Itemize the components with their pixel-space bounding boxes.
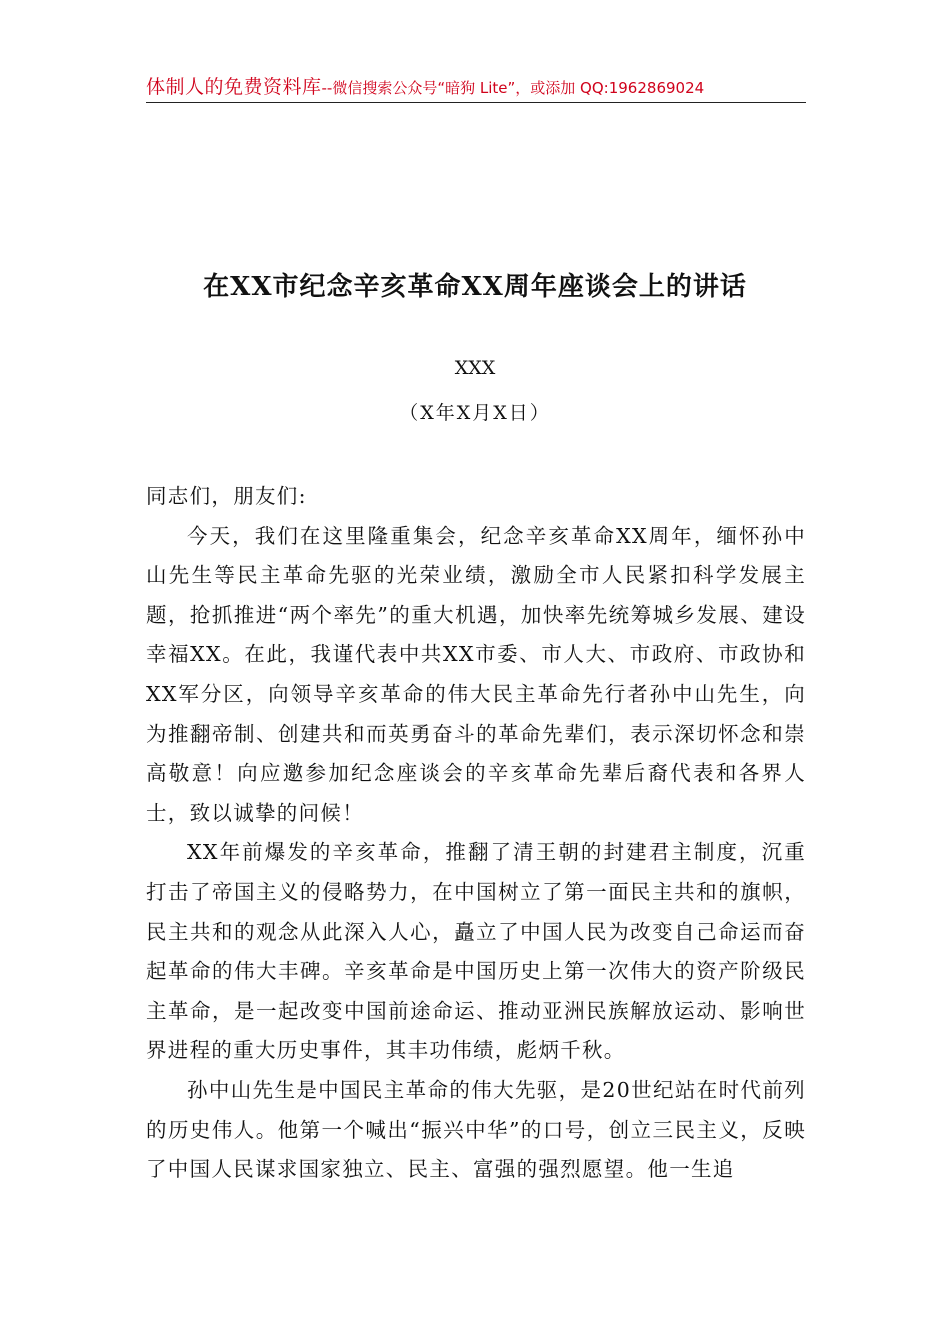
document-title: 在XX市纪念辛亥革命XX周年座谈会上的讲话 [203,272,747,302]
paragraph: XX年前爆发的辛亥革命，推翻了清王朝的封建君主制度，沉重打击了帝国主义的侵略势力，在中国树立了第一面民主共和的旗帜，民主共和的观念从此深入人心，矗立了中国人民为改变自己命运而奋起革命的伟大丰碑。辛亥革命是中国历史上第一次伟大的资产阶级民主革命，是一起改变中国前途命运、推动亚洲民族解放运动、影响世界进程的重大历史事件，其丰功伟绩，彪炳千秋。 [146,840,806,1063]
watermark-header [146,72,806,103]
header-note: --微信搜索公众号“暗狗 Lite”，或添加 QQ:1962869024 [321,79,705,97]
document-body [146,477,806,1190]
header-brand: 体制人的免费资料库 [146,76,322,98]
document-date: （X年X月X日） [399,402,551,424]
paragraph: 孙中山先生是中国民主革命的伟大先驱，是20世纪站在时代前列的历史伟人。他第一个喊出“振兴中华”的口号，创立三民主义，反映了中国人民谋求国家独立、民主、富强的强烈愿望。他一生追 [146,1077,806,1182]
paragraph: 今天，我们在这里隆重集会，纪念辛亥革命XX周年，缅怀孙中山先生等民主革命先驱的光荣业绩，激励全市人民紧扣科学发展主题，抢抓推进“两个率先”的重大机遇，加快率先统筹城乡发展、建设幸福XX。在此，我谨代表中共XX市委、市人大、市政府、市政协和XX军分区，向领导辛亥革命的伟大民主革命先行者孙中山先生，向为推翻帝制、创建共和而英勇奋斗的革命先辈们，表示深切怀念和崇高敬意！向应邀参加纪念座谈会的辛亥革命先辈后裔代表和各界人士，致以诚挚的问候！ [146,523,806,825]
greeting: 同志们，朋友们: [146,484,307,508]
document-author: XXX [454,357,496,379]
